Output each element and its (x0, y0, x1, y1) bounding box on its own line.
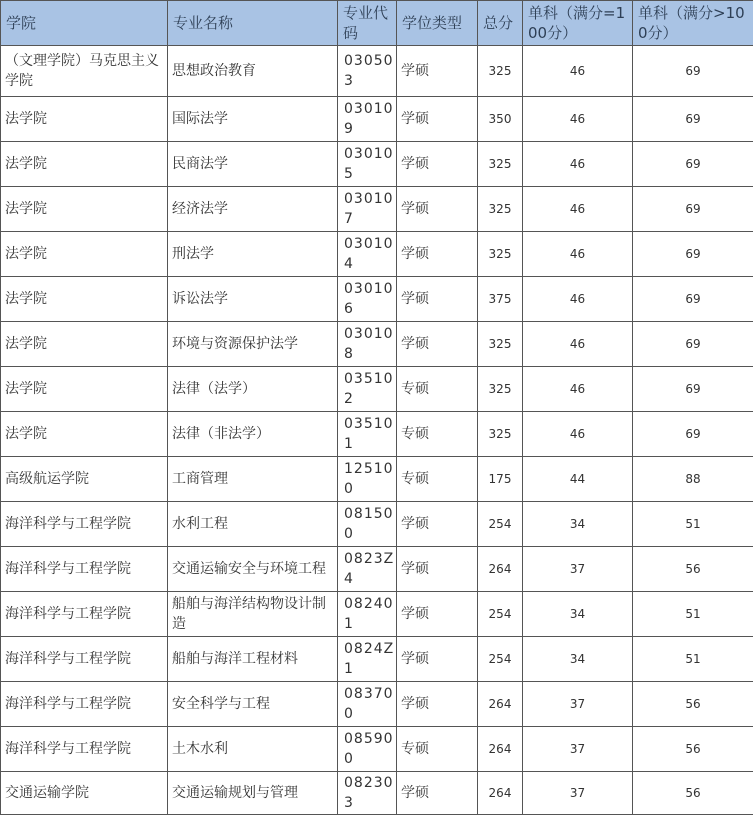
header-degree-type: 学位类型 (397, 1, 478, 46)
cell-total: 264 (478, 727, 523, 772)
cell-degree-type: 专硕 (397, 367, 478, 412)
cell-college: 海洋科学与工程学院 (1, 727, 168, 772)
header-total: 总分 (478, 1, 523, 46)
cell-college: 法学院 (1, 277, 168, 322)
table-row (1, 772, 753, 815)
cell-single-gt100: 69 (633, 142, 753, 187)
cell-degree-type: 学硕 (397, 97, 478, 142)
cell-single-100: 34 (523, 592, 633, 637)
cell-major-name: 安全科学与工程 (168, 682, 338, 727)
cell-major-code: 082303 (338, 772, 397, 815)
cell-single-gt100: 69 (633, 322, 753, 367)
cell-total: 254 (478, 502, 523, 547)
cell-major-name: 土木水利 (168, 727, 338, 772)
cell-college: 法学院 (1, 322, 168, 367)
cell-single-gt100: 69 (633, 277, 753, 322)
cell-total: 254 (478, 637, 523, 682)
cell-major-code: 030108 (338, 322, 397, 367)
cell-single-gt100: 69 (633, 46, 753, 97)
cell-single-100: 44 (523, 457, 633, 502)
cell-major-code: 085900 (338, 727, 397, 772)
cell-single-gt100: 69 (633, 367, 753, 412)
cell-major-code: 030107 (338, 187, 397, 232)
cell-total: 325 (478, 412, 523, 457)
cell-college: 海洋科学与工程学院 (1, 502, 168, 547)
cell-total: 264 (478, 682, 523, 727)
cell-major-code: 081500 (338, 502, 397, 547)
cell-degree-type: 专硕 (397, 727, 478, 772)
cell-degree-type: 学硕 (397, 142, 478, 187)
cell-total: 175 (478, 457, 523, 502)
cell-total: 325 (478, 187, 523, 232)
header-row (1, 1, 753, 46)
cell-major-name: 船舶与海洋工程材料 (168, 637, 338, 682)
cell-major-name: 诉讼法学 (168, 277, 338, 322)
cell-college: （文理学院）马克思主义学院 (1, 46, 168, 97)
cell-degree-type: 学硕 (397, 232, 478, 277)
cell-major-name: 交通运输规划与管理 (168, 772, 338, 815)
cell-total: 325 (478, 367, 523, 412)
cell-single-gt100: 51 (633, 592, 753, 637)
cell-college: 交通运输学院 (1, 772, 168, 815)
cell-single-gt100: 88 (633, 457, 753, 502)
table-row (1, 727, 753, 772)
cell-college: 海洋科学与工程学院 (1, 592, 168, 637)
table-row (1, 592, 753, 637)
cell-major-name: 法律（法学） (168, 367, 338, 412)
cell-single-gt100: 56 (633, 547, 753, 592)
table-row (1, 502, 753, 547)
cell-major-code: 0824Z1 (338, 637, 397, 682)
table-row (1, 457, 753, 502)
cell-single-gt100: 56 (633, 772, 753, 815)
cell-degree-type: 学硕 (397, 682, 478, 727)
cell-major-name: 刑法学 (168, 232, 338, 277)
cell-major-name: 民商法学 (168, 142, 338, 187)
cell-major-code: 030106 (338, 277, 397, 322)
cell-single-100: 37 (523, 682, 633, 727)
cell-degree-type: 学硕 (397, 277, 478, 322)
table-row (1, 97, 753, 142)
cell-total: 254 (478, 592, 523, 637)
cell-total: 325 (478, 142, 523, 187)
cell-major-code: 0823Z4 (338, 547, 397, 592)
header-major-name: 专业名称 (168, 1, 338, 46)
cell-major-code: 035101 (338, 412, 397, 457)
cell-major-name: 法律（非法学） (168, 412, 338, 457)
cell-single-100: 34 (523, 502, 633, 547)
cell-degree-type: 专硕 (397, 457, 478, 502)
cell-total: 325 (478, 232, 523, 277)
cell-degree-type: 学硕 (397, 592, 478, 637)
table-row (1, 637, 753, 682)
cell-single-100: 46 (523, 322, 633, 367)
cell-college: 高级航运学院 (1, 457, 168, 502)
cell-major-name: 交通运输安全与环境工程 (168, 547, 338, 592)
cell-degree-type: 学硕 (397, 547, 478, 592)
cell-major-code: 125100 (338, 457, 397, 502)
cell-college: 法学院 (1, 97, 168, 142)
cell-single-100: 37 (523, 547, 633, 592)
cell-college: 法学院 (1, 232, 168, 277)
cell-single-100: 46 (523, 97, 633, 142)
cell-single-gt100: 69 (633, 412, 753, 457)
cell-total: 264 (478, 772, 523, 815)
cell-college: 法学院 (1, 367, 168, 412)
cell-college: 法学院 (1, 187, 168, 232)
cell-degree-type: 专硕 (397, 412, 478, 457)
cell-college: 法学院 (1, 412, 168, 457)
cell-major-name: 思想政治教育 (168, 46, 338, 97)
cell-total: 264 (478, 547, 523, 592)
table-row (1, 232, 753, 277)
cell-major-name: 工商管理 (168, 457, 338, 502)
cell-total: 375 (478, 277, 523, 322)
cell-single-gt100: 51 (633, 502, 753, 547)
table-row (1, 187, 753, 232)
table-row (1, 142, 753, 187)
cell-single-gt100: 51 (633, 637, 753, 682)
header-single-gt100: 单科（满分>100分） (633, 1, 753, 46)
cell-single-100: 37 (523, 727, 633, 772)
table-row (1, 277, 753, 322)
table-row (1, 322, 753, 367)
cell-major-code: 030109 (338, 97, 397, 142)
cell-degree-type: 学硕 (397, 322, 478, 367)
cell-single-100: 46 (523, 46, 633, 97)
cell-degree-type: 学硕 (397, 772, 478, 815)
table-row (1, 547, 753, 592)
cell-degree-type: 学硕 (397, 637, 478, 682)
cell-major-name: 环境与资源保护法学 (168, 322, 338, 367)
cell-single-gt100: 56 (633, 682, 753, 727)
cell-single-gt100: 69 (633, 187, 753, 232)
header-single-100: 单科（满分=100分） (523, 1, 633, 46)
cell-single-100: 34 (523, 637, 633, 682)
cell-single-gt100: 56 (633, 727, 753, 772)
cell-single-gt100: 69 (633, 97, 753, 142)
cell-total: 325 (478, 322, 523, 367)
cell-degree-type: 学硕 (397, 46, 478, 97)
cell-total: 350 (478, 97, 523, 142)
table-row (1, 682, 753, 727)
cell-major-code: 082401 (338, 592, 397, 637)
cell-major-code: 030105 (338, 142, 397, 187)
cell-college: 海洋科学与工程学院 (1, 682, 168, 727)
cell-college: 海洋科学与工程学院 (1, 637, 168, 682)
cell-single-100: 37 (523, 772, 633, 815)
cell-college: 法学院 (1, 142, 168, 187)
cell-single-100: 46 (523, 142, 633, 187)
cell-major-code: 083700 (338, 682, 397, 727)
cell-major-name: 国际法学 (168, 97, 338, 142)
cell-single-100: 46 (523, 232, 633, 277)
cell-major-code: 035102 (338, 367, 397, 412)
cell-major-name: 经济法学 (168, 187, 338, 232)
table-row (1, 367, 753, 412)
cell-single-100: 46 (523, 367, 633, 412)
table-body (1, 46, 753, 815)
header-major-code: 专业代码 (338, 1, 397, 46)
cell-single-gt100: 69 (633, 232, 753, 277)
cell-degree-type: 学硕 (397, 187, 478, 232)
cell-single-100: 46 (523, 412, 633, 457)
cell-total: 325 (478, 46, 523, 97)
cell-major-name: 水利工程 (168, 502, 338, 547)
cell-degree-type: 学硕 (397, 502, 478, 547)
cell-major-code: 030503 (338, 46, 397, 97)
cell-major-code: 030104 (338, 232, 397, 277)
cell-major-name: 船舶与海洋结构物设计制造 (168, 592, 338, 637)
table-row (1, 412, 753, 457)
cell-college: 海洋科学与工程学院 (1, 547, 168, 592)
cell-single-100: 46 (523, 187, 633, 232)
cell-single-100: 46 (523, 277, 633, 322)
header-college: 学院 (1, 1, 168, 46)
table-row (1, 46, 753, 97)
